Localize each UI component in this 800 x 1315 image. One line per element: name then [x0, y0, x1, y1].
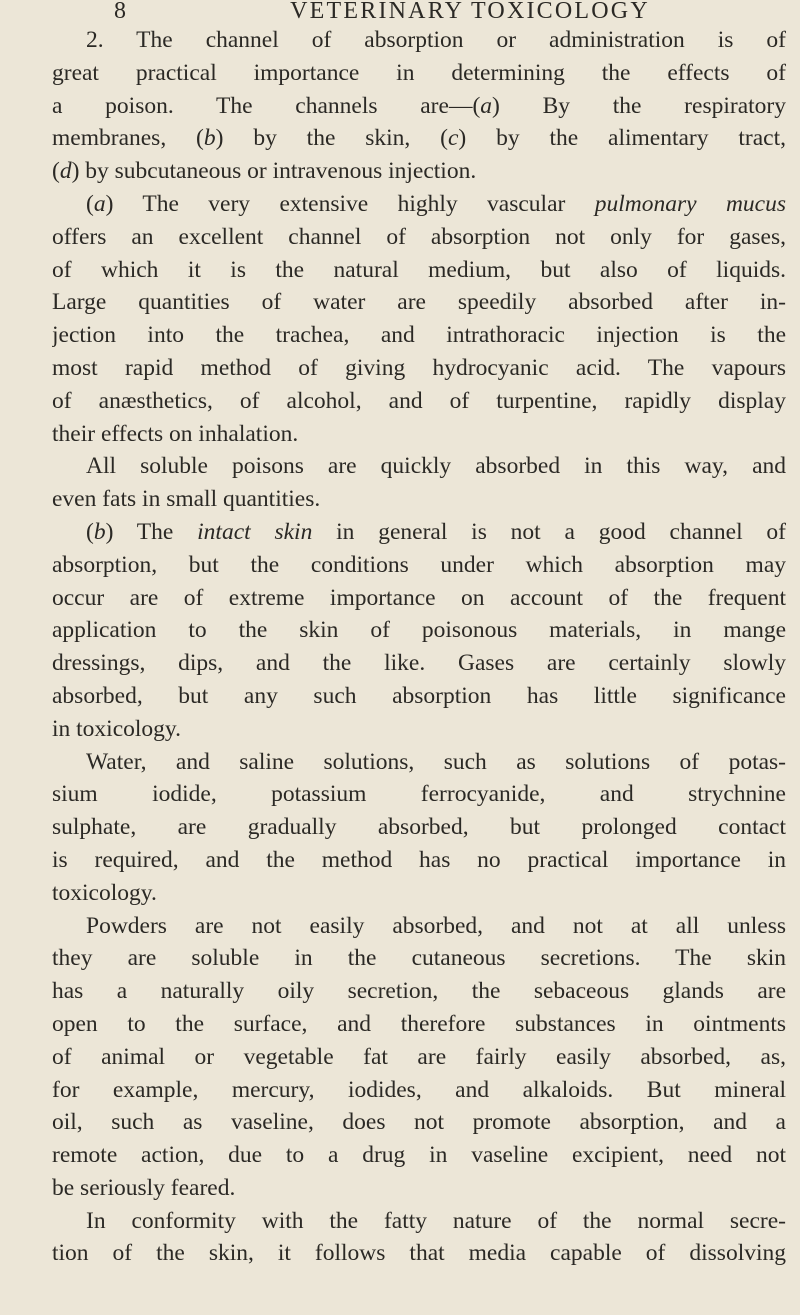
text-line	[52, 778, 786, 811]
italic-text: intact skin	[197, 518, 313, 545]
text-segment: a poison. The channels are—(	[52, 92, 481, 119]
text-segment: great practical importance in determining the effects of	[52, 59, 786, 86]
text-line	[52, 713, 786, 746]
text-segment: offers an excellent channel of absorption not only for gases,	[52, 223, 786, 250]
text-segment: their effects on inhalation.	[52, 420, 299, 447]
text-line	[52, 811, 786, 844]
text-line	[52, 1074, 786, 1107]
text-segment: in general is not a good channel of	[312, 518, 786, 545]
text-line	[52, 910, 786, 943]
text-line	[52, 286, 786, 319]
paragraph	[52, 516, 786, 746]
text-line	[52, 221, 786, 254]
text-segment: ) by the alimentary tract,	[458, 125, 786, 152]
text-segment: absorbed, but any such absorption has little significance	[52, 682, 786, 709]
text-line	[52, 746, 786, 779]
text-segment: be seriously feared.	[52, 1174, 236, 1201]
text-segment: remote action, due to a drug in vaseline excipient, need not	[52, 1142, 786, 1169]
text-line	[52, 942, 786, 975]
text-segment: (	[86, 518, 94, 545]
text-line	[52, 1139, 786, 1172]
text-line	[52, 155, 786, 188]
text-line	[52, 188, 786, 221]
text-line	[52, 549, 786, 582]
text-segment: even fats in small quantities.	[52, 486, 321, 513]
text-segment: open to the surface, and therefore substances in ointments	[52, 1010, 786, 1037]
text-segment: sium iodide, potassium ferrocyanide, and strychnine	[52, 781, 786, 808]
text-line	[52, 516, 786, 549]
text-segment: is required, and the method has no practical importance in	[52, 846, 786, 873]
text-line	[52, 450, 786, 483]
text-segment: Large quantities of water are speedily absorbed after in-	[52, 289, 786, 316]
italic-text: b	[93, 518, 106, 545]
text-segment: of animal or vegetable fat are fairly easily absorbed, as,	[52, 1043, 786, 1070]
text-line	[52, 1237, 786, 1270]
text-segment: oil, such as vaseline, does not promote absorption, and a	[52, 1109, 786, 1136]
text-line	[52, 844, 786, 877]
text-segment: in toxicology.	[52, 715, 182, 742]
text-line	[52, 24, 786, 57]
italic-text: a	[480, 92, 493, 119]
text-segment: has a naturally oily secretion, the sebaceous glands are	[52, 978, 786, 1005]
text-line	[52, 614, 786, 647]
body-text	[52, 24, 786, 1270]
text-segment: ) by subcutaneous or intravenous injection.	[71, 158, 477, 185]
italic-text: c	[447, 125, 459, 152]
text-line	[52, 1106, 786, 1139]
text-line	[52, 57, 786, 90]
paragraph	[52, 450, 786, 516]
italic-text: pulmonary mucus	[594, 190, 786, 217]
text-segment: In conformity with the fatty nature of the normal secre-	[86, 1207, 786, 1234]
text-segment: (	[86, 190, 94, 217]
page-number: 8	[114, 0, 126, 24]
text-segment: dressings, dips, and the like. Gases are certainly slowly	[52, 650, 786, 677]
text-line	[52, 352, 786, 385]
paragraph	[52, 1205, 786, 1271]
text-segment: All soluble poisons are quickly absorbed in this way, and	[86, 453, 786, 480]
text-segment: absorption, but the conditions under which absorption may	[52, 551, 786, 578]
text-segment: membranes, (	[52, 125, 204, 152]
text-segment: Water, and saline solutions, such as solutions of potas-	[86, 748, 786, 775]
text-segment: most rapid method of giving hydrocyanic acid. The vapours	[52, 354, 786, 381]
text-segment: ) By the respiratory	[492, 92, 786, 119]
italic-text: a	[93, 190, 106, 217]
text-line	[52, 1041, 786, 1074]
text-segment: ) by the skin, (	[215, 125, 448, 152]
text-segment: jection into the trachea, and intrathoracic injection is the	[52, 322, 786, 349]
text-line	[52, 975, 786, 1008]
text-line	[52, 582, 786, 615]
text-line	[52, 1172, 786, 1205]
paragraph	[52, 24, 786, 188]
text-line	[52, 680, 786, 713]
text-segment: sulphate, are gradually absorbed, but prolonged contact	[52, 814, 786, 841]
text-segment: application to the skin of poisonous materials, in mange	[52, 617, 786, 644]
italic-text: b	[203, 125, 216, 152]
text-line	[52, 1008, 786, 1041]
text-segment: toxicology.	[52, 879, 157, 906]
running-title: VETERINARY TOXICOLOGY	[290, 0, 650, 24]
text-line	[52, 385, 786, 418]
text-segment: for example, mercury, iodides, and alkaloids. But mineral	[52, 1076, 786, 1103]
text-segment: occur are of extreme importance on account of the frequent	[52, 584, 786, 611]
paragraph	[52, 746, 786, 910]
text-segment: Powders are not easily absorbed, and not at all unless	[86, 912, 786, 939]
text-segment: ) The	[105, 518, 198, 545]
text-line	[52, 122, 786, 155]
text-segment: ) The very extensive highly vascular	[105, 190, 595, 217]
text-line	[52, 483, 786, 516]
text-segment: of anæsthetics, of alcohol, and of turpentine, rapidly display	[52, 387, 786, 414]
text-segment: of which it is the natural medium, but also of liquids.	[52, 256, 786, 283]
text-line	[52, 647, 786, 680]
text-line	[52, 90, 786, 123]
text-segment: they are soluble in the cutaneous secretions. The skin	[52, 945, 786, 972]
paragraph	[52, 910, 786, 1205]
italic-text: d	[59, 158, 72, 185]
text-line	[52, 877, 786, 910]
text-segment: (	[52, 158, 60, 185]
text-line	[52, 319, 786, 352]
paragraph	[52, 188, 786, 450]
text-line	[52, 254, 786, 287]
text-line	[52, 1205, 786, 1238]
text-segment: tion of the skin, it follows that media capable of dissolving	[52, 1240, 786, 1267]
text-segment: 2. The channel of absorption or administration is of	[86, 27, 786, 53]
text-line	[52, 418, 786, 451]
